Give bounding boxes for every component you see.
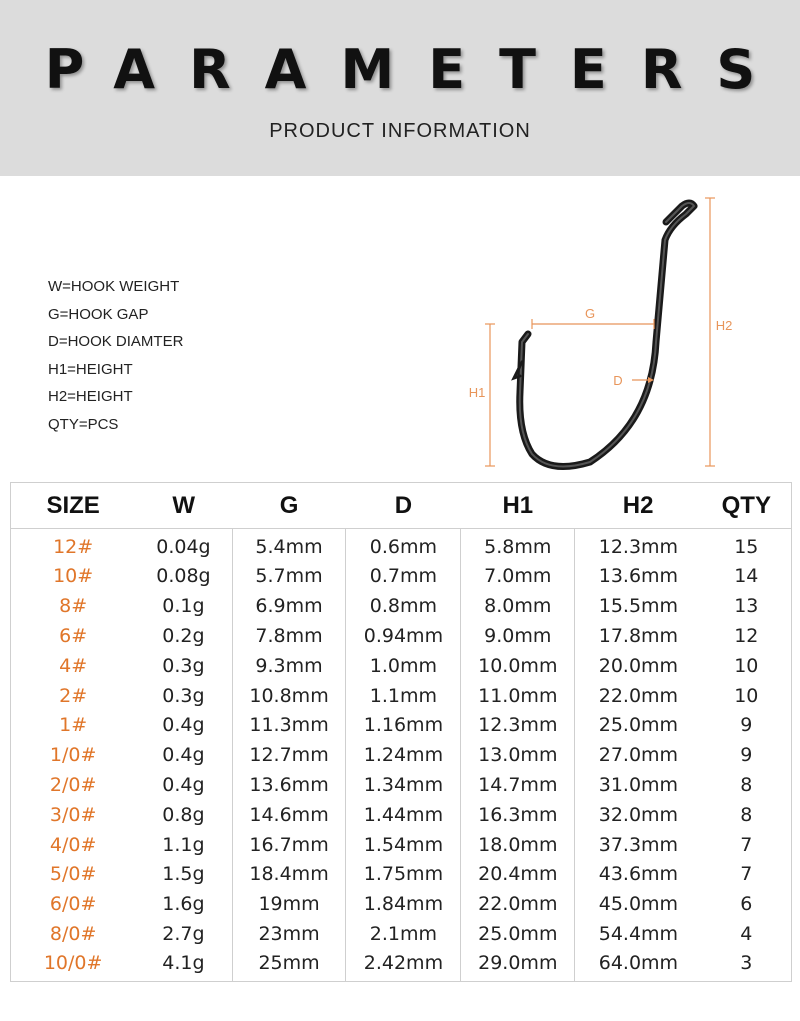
cell-d: 2.1mm bbox=[346, 919, 461, 949]
cell-g: 5.7mm bbox=[232, 562, 346, 592]
cell-size: 10/0# bbox=[43, 952, 103, 975]
cell-w: 0.4g bbox=[162, 714, 205, 737]
cell-h2: 32.0mm bbox=[575, 800, 702, 830]
cell-d: 1.44mm bbox=[346, 800, 461, 830]
cell-h2: 17.8mm bbox=[575, 621, 702, 651]
table-header-row bbox=[11, 483, 792, 529]
cell-h1: 20.4mm bbox=[461, 859, 575, 889]
cell-size: 5/0# bbox=[49, 863, 97, 886]
cell-size: 8/0# bbox=[49, 922, 97, 945]
table-row bbox=[11, 770, 792, 800]
cell-g: 25mm bbox=[232, 949, 346, 982]
cell-d: 2.42mm bbox=[346, 949, 461, 982]
cell-w: 0.04g bbox=[156, 536, 211, 559]
cell-h2: 15.5mm bbox=[575, 591, 702, 621]
cell-h1: 16.3mm bbox=[461, 800, 575, 830]
cell-h1: 18.0mm bbox=[461, 830, 575, 860]
cell-qty: 4 bbox=[740, 922, 753, 945]
cell-d: 1.84mm bbox=[346, 889, 461, 919]
cell-size: 4# bbox=[59, 654, 88, 677]
cell-qty: 3 bbox=[740, 952, 753, 975]
table-row bbox=[11, 562, 792, 592]
cell-size: 10# bbox=[53, 565, 94, 588]
legend-item-h1: H1=HEIGHT bbox=[48, 360, 133, 378]
header-size: SIZE bbox=[11, 483, 136, 529]
cell-d: 0.7mm bbox=[346, 562, 461, 592]
cell-w: 0.08g bbox=[156, 565, 211, 588]
cell-d: 1.16mm bbox=[346, 710, 461, 740]
cell-qty: 9 bbox=[740, 714, 753, 737]
label-d: D bbox=[613, 373, 623, 388]
table-row bbox=[11, 949, 792, 982]
cell-g: 7.8mm bbox=[232, 621, 346, 651]
cell-w: 0.3g bbox=[162, 654, 205, 677]
cell-size: 6/0# bbox=[49, 893, 97, 916]
cell-g: 16.7mm bbox=[232, 830, 346, 860]
cell-w: 0.3g bbox=[162, 684, 205, 707]
cell-h1: 5.8mm bbox=[461, 529, 575, 562]
cell-w: 1.1g bbox=[162, 833, 205, 856]
legend-item-h2: H2=HEIGHT bbox=[48, 388, 133, 406]
cell-size: 12# bbox=[53, 536, 94, 559]
table-row bbox=[11, 591, 792, 621]
cell-qty: 7 bbox=[740, 863, 753, 886]
cell-qty: 12 bbox=[734, 624, 759, 647]
table-row bbox=[11, 621, 792, 651]
cell-qty: 6 bbox=[740, 893, 753, 916]
header-h1: H1 bbox=[461, 483, 575, 529]
header-g: G bbox=[232, 483, 346, 529]
cell-qty: 13 bbox=[734, 595, 759, 618]
cell-h2: 22.0mm bbox=[575, 681, 702, 711]
cell-qty: 10 bbox=[734, 654, 759, 677]
hook-illustration bbox=[514, 203, 694, 467]
legend-item-qty: QTY=PCS bbox=[48, 415, 119, 433]
cell-qty: 9 bbox=[740, 744, 753, 767]
cell-size: 6# bbox=[59, 624, 88, 647]
cell-h1: 22.0mm bbox=[461, 889, 575, 919]
table-row bbox=[11, 529, 792, 562]
cell-size: 2# bbox=[59, 684, 88, 707]
cell-qty: 14 bbox=[734, 565, 759, 588]
hook-diagram bbox=[460, 192, 760, 477]
table-body bbox=[11, 529, 792, 982]
cell-qty: 7 bbox=[740, 833, 753, 856]
cell-size: 8# bbox=[59, 595, 88, 618]
cell-h1: 9.0mm bbox=[461, 621, 575, 651]
header-qty: QTY bbox=[702, 483, 792, 529]
cell-d: 0.8mm bbox=[346, 591, 461, 621]
cell-g: 23mm bbox=[232, 919, 346, 949]
cell-w: 2.7g bbox=[162, 922, 205, 945]
table-row bbox=[11, 710, 792, 740]
label-h1: H1 bbox=[468, 385, 486, 400]
cell-h1: 12.3mm bbox=[461, 710, 575, 740]
cell-size: 1/0# bbox=[49, 744, 97, 767]
cell-h2: 25.0mm bbox=[575, 710, 702, 740]
legend-item-w: W=HOOK WEIGHT bbox=[48, 278, 180, 295]
cell-g: 14.6mm bbox=[232, 800, 346, 830]
cell-size: 4/0# bbox=[49, 833, 97, 856]
label-g: G bbox=[584, 306, 596, 321]
cell-g: 9.3mm bbox=[232, 651, 346, 681]
cell-h2: 20.0mm bbox=[575, 651, 702, 681]
cell-d: 1.34mm bbox=[346, 770, 461, 800]
cell-h1: 13.0mm bbox=[461, 740, 575, 770]
label-h2: H2 bbox=[715, 318, 733, 333]
cell-size: 2/0# bbox=[49, 773, 97, 796]
cell-h2: 13.6mm bbox=[575, 562, 702, 592]
legend-item-g: G=HOOK GAP bbox=[48, 305, 149, 323]
cell-h2: 43.6mm bbox=[575, 859, 702, 889]
cell-h1: 8.0mm bbox=[461, 591, 575, 621]
header-h2: H2 bbox=[575, 483, 702, 529]
cell-w: 1.6g bbox=[162, 893, 205, 916]
cell-qty: 8 bbox=[740, 803, 753, 826]
header-w: W bbox=[135, 483, 232, 529]
cell-h1: 29.0mm bbox=[461, 949, 575, 982]
cell-h1: 11.0mm bbox=[461, 681, 575, 711]
table-row bbox=[11, 681, 792, 711]
cell-d: 1.1mm bbox=[346, 681, 461, 711]
table-row bbox=[11, 651, 792, 681]
cell-w: 0.2g bbox=[162, 624, 205, 647]
cell-g: 11.3mm bbox=[232, 710, 346, 740]
cell-w: 0.4g bbox=[162, 744, 205, 767]
table-row bbox=[11, 740, 792, 770]
cell-g: 12.7mm bbox=[232, 740, 346, 770]
cell-w: 0.4g bbox=[162, 773, 205, 796]
header-banner bbox=[0, 0, 800, 176]
cell-w: 0.8g bbox=[162, 803, 205, 826]
header-d: D bbox=[346, 483, 461, 529]
cell-h2: 54.4mm bbox=[575, 919, 702, 949]
cell-w: 4.1g bbox=[162, 952, 205, 975]
cell-h2: 27.0mm bbox=[575, 740, 702, 770]
cell-d: 1.75mm bbox=[346, 859, 461, 889]
cell-g: 18.4mm bbox=[232, 859, 346, 889]
cell-size: 1# bbox=[59, 714, 88, 737]
spec-table bbox=[10, 482, 792, 982]
table-row bbox=[11, 919, 792, 949]
cell-g: 19mm bbox=[232, 889, 346, 919]
cell-qty: 10 bbox=[734, 684, 759, 707]
cell-qty: 8 bbox=[740, 773, 753, 796]
table-row bbox=[11, 800, 792, 830]
cell-w: 1.5g bbox=[162, 863, 205, 886]
cell-qty: 15 bbox=[734, 536, 759, 559]
cell-g: 13.6mm bbox=[232, 770, 346, 800]
cell-h2: 12.3mm bbox=[575, 529, 702, 562]
table-row bbox=[11, 859, 792, 889]
page-title: PARAMETERS bbox=[44, 38, 790, 101]
cell-d: 0.6mm bbox=[346, 529, 461, 562]
cell-w: 0.1g bbox=[162, 595, 205, 618]
table-row bbox=[11, 830, 792, 860]
cell-d: 1.24mm bbox=[346, 740, 461, 770]
legend-item-d: D=HOOK DIAMTER bbox=[48, 333, 184, 351]
cell-h1: 7.0mm bbox=[461, 562, 575, 592]
cell-h2: 64.0mm bbox=[575, 949, 702, 982]
table-row bbox=[11, 889, 792, 919]
cell-d: 1.54mm bbox=[346, 830, 461, 860]
cell-g: 10.8mm bbox=[232, 681, 346, 711]
cell-g: 6.9mm bbox=[232, 591, 346, 621]
cell-d: 1.0mm bbox=[346, 651, 461, 681]
cell-g: 5.4mm bbox=[232, 529, 346, 562]
page-subtitle: PRODUCT INFORMATION bbox=[269, 120, 531, 142]
cell-h1: 25.0mm bbox=[461, 919, 575, 949]
cell-d: 0.94mm bbox=[346, 621, 461, 651]
cell-h2: 31.0mm bbox=[575, 770, 702, 800]
cell-h1: 14.7mm bbox=[461, 770, 575, 800]
cell-size: 3/0# bbox=[49, 803, 97, 826]
legend bbox=[48, 276, 183, 442]
cell-h1: 10.0mm bbox=[461, 651, 575, 681]
cell-h2: 37.3mm bbox=[575, 830, 702, 860]
cell-h2: 45.0mm bbox=[575, 889, 702, 919]
